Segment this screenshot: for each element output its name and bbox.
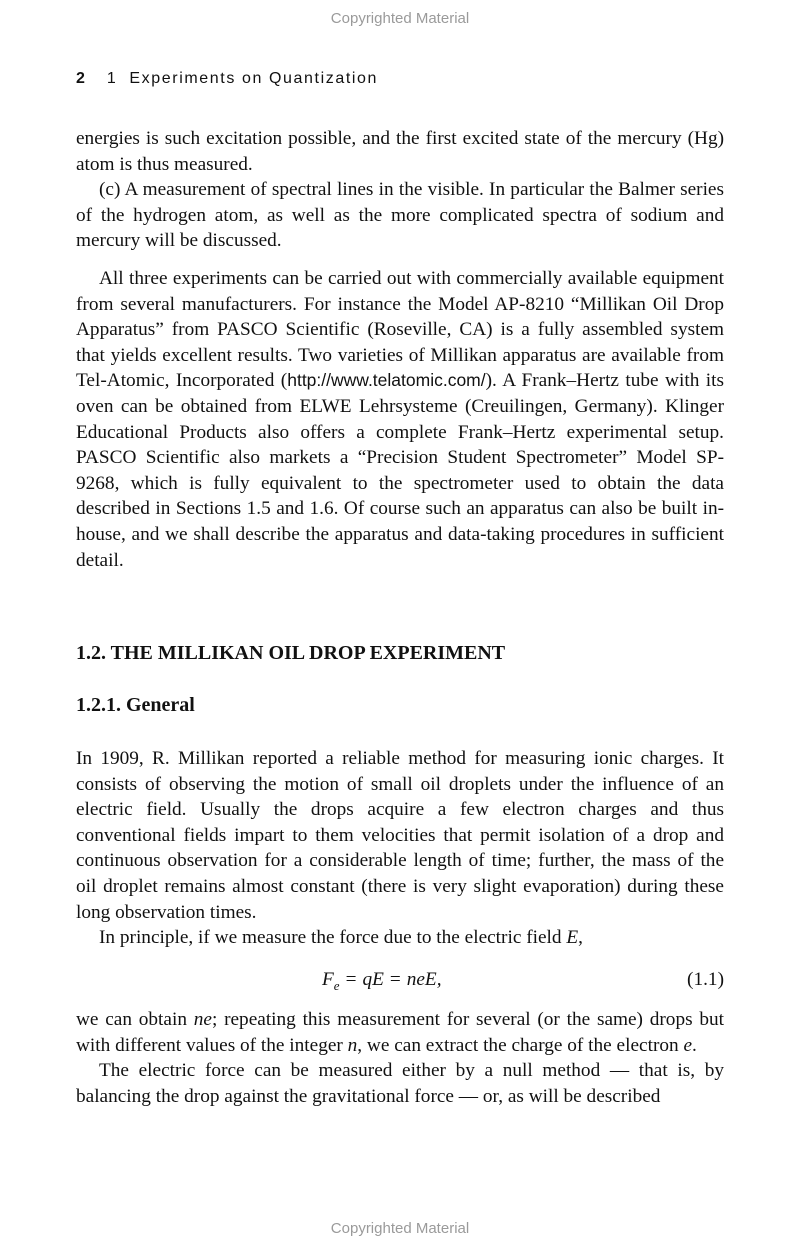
general-text-block [76, 746, 724, 951]
paragraph-principle: In principle, if we measure the force due to the electric field E, [99, 927, 583, 949]
equipment-text-end: ). A Frank–Hertz tube with its oven can be obtained from ELWE Lehrsysteme (Creuilingen, Germany). Klinger Educational Products also offers a complete Frank–Hertz experimental setup. PASCO Scientific also markets a “Precision Student Spectrometer” Model SP-9268, which is fully equivalent to the spectrometer used to obtain the data described in Sections 1.5 and 1.6. Of course such an apparatus can also be built in-house, and we shall describe the apparatus and data-taking procedures in sufficient detail. [76, 370, 724, 571]
copyright-watermark-top: Copyrighted Material [330, 10, 470, 27]
equipment-paragraph [76, 266, 724, 573]
paragraph-general: In 1909, R. Millikan reported a reliable method for measuring ionic charges. It consists of observing the motion of small oil droplets under the influence of an electric field. Usually the drops acquire a few electron charges and thus conventional fields impart to them velocities that permit isolation of a drop and continuous observation for a considerable length of time; further, the mass of the oil droplet remains almost constant (there is very slight evaporation) during these long observation times. [76, 748, 724, 923]
intro-text-block [76, 126, 724, 254]
copyright-watermark-bottom: Copyrighted Material [330, 1220, 470, 1237]
subsection-heading: 1.2.1. General [76, 694, 195, 716]
running-head [76, 70, 378, 88]
equipment-text-start: All three experiments can be carried out with commercially available equipment from several manufacturers. For instance the Model AP-8210 “Millikan Oil Drop Apparatus” from PASCO Scientific (Roseville, CA) is a fully assembled system that yields excellent results. Two varieties of Millikan apparatus are available from Tel-Atomic, Incorporated ( [76, 268, 724, 392]
paragraph-electric-force: The electric force can be measured either by a null method — that is, by balancing the drop against the gravitational force — or, as will be described [76, 1060, 724, 1107]
paragraph-item-c: (c) A measurement of spectral lines in the visible. In particular the Balmer series of the hydrogen atom, as well as the more complicated spectra of sodium and mercury will be discussed. [76, 179, 724, 252]
paragraph-after-equation: we can obtain ne; repeating this measurement for several (or the same) drops but with different values of the integer n, we can extract the charge of the electron e. [76, 1009, 724, 1056]
page-number: 2 [76, 70, 85, 87]
section-heading: 1.2. THE MILLIKAN OIL DROP EXPERIMENT [76, 642, 506, 664]
telatomic-url-link[interactable]: http://www.telatomic.com/ [287, 370, 486, 391]
symbol-E: E [566, 927, 579, 949]
post-equation-text-block [76, 1007, 724, 1109]
chapter-number: 1 [106, 70, 118, 87]
equation-body: $F_e$ = qE = neE, [322, 969, 442, 993]
chapter-title: Experiments on Quantization [129, 70, 379, 87]
equation-1-1 [76, 967, 724, 993]
equation-number: (1.1) [687, 969, 724, 990]
paragraph-continued: energies is such excitation possible, and the first excited state of the mercury (Hg) atom is thus measured. [76, 128, 724, 175]
